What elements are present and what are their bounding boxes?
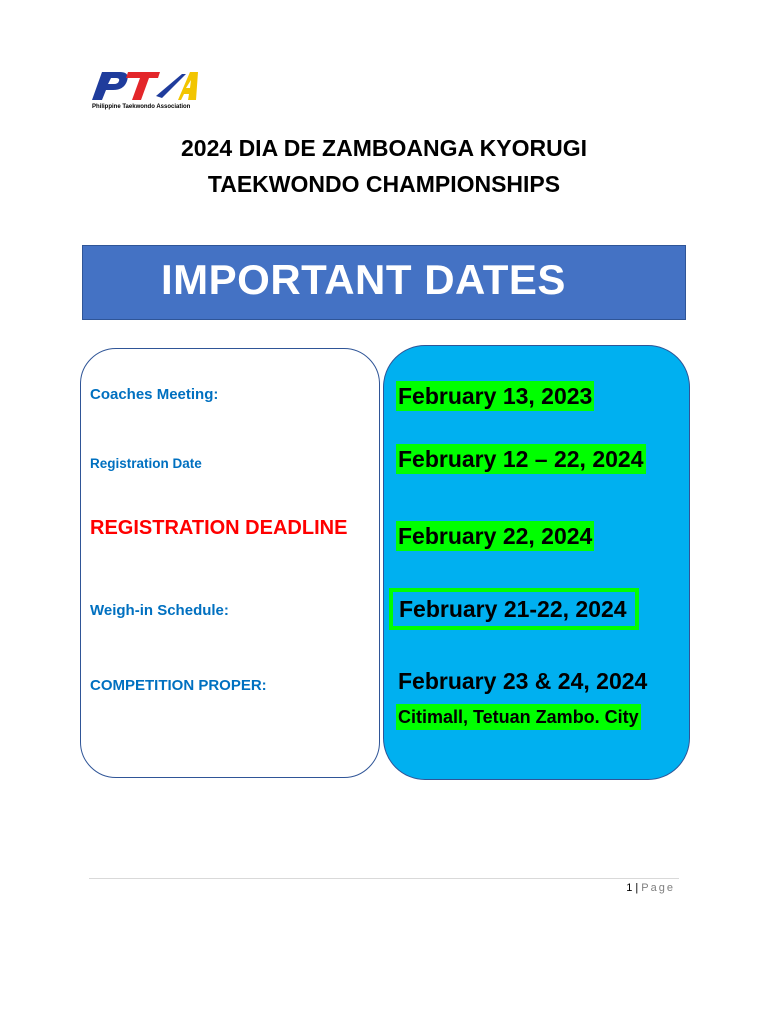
label-registration-date: Registration Date: [90, 456, 202, 471]
date-competition-proper: February 23 & 24, 2024: [398, 668, 648, 694]
label-competition-proper: COMPETITION PROPER:: [90, 677, 267, 694]
event-title-line-2: TAEKWONDO CHAMPIONSHIPS: [207, 171, 561, 197]
page-footer: [626, 882, 675, 894]
page-separator: |: [635, 882, 639, 894]
event-title-line-1: 2024 DIA DE ZAMBOANGA KYORUGI: [181, 135, 587, 161]
date-weigh-in: February 21-22, 2024: [389, 588, 639, 630]
competition-venue: Citimall, Tetuan Zambo. City: [396, 704, 641, 730]
footer-divider: [89, 878, 679, 879]
date-registration: February 12 – 22, 2024: [398, 446, 644, 472]
banner-heading: IMPORTANT DATES: [161, 256, 566, 303]
labels-panel: [80, 348, 380, 778]
pta-logo-mark: [86, 66, 206, 106]
label-registration-deadline: REGISTRATION DEADLINE: [90, 517, 348, 539]
date-coaches-meeting: February 13, 2023: [398, 383, 593, 409]
page-number: 1: [626, 882, 633, 894]
label-coaches-meeting: Coaches Meeting:: [90, 386, 219, 403]
label-weigh-in-schedule: Weigh-in Schedule:: [90, 602, 229, 619]
important-dates-banner: [82, 245, 686, 320]
logo-caption: Philippine Taekwondo Association: [92, 104, 191, 110]
pta-logo: [86, 66, 206, 114]
date-registration-deadline: February 22, 2024: [398, 523, 593, 549]
page-label: Page: [641, 882, 675, 894]
